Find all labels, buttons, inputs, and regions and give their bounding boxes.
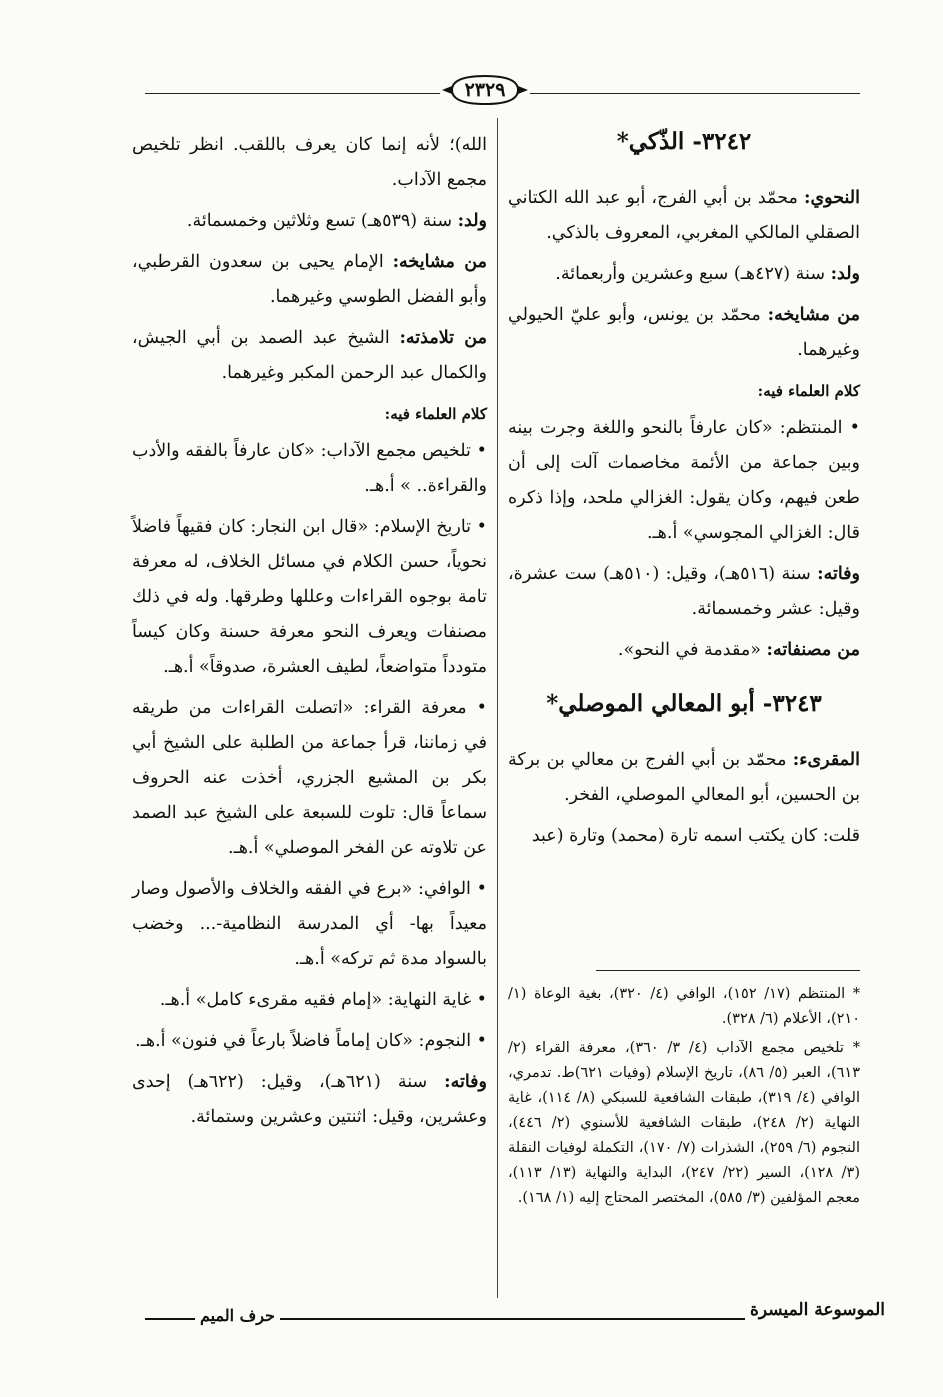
entry-paragraph: ولد: سنة (٤٢٧هـ) سبع وعشرين وأربعمائة. (555, 264, 860, 284)
page-number: ٢٣٢٩ (464, 79, 506, 101)
entry-paragraph: من مشايخه: الإمام يحيى بن سعدون القرطبي، وأبو الفضل الطوسي وغيرهما. (132, 252, 487, 307)
section-heading: كلام العلماء فيه: (757, 382, 860, 400)
entry-paragraph: المقرىء: محمّد بن أبي الفرج بن معالي بن بركة بن الحسين، أبو المعالي الموصلي، الفخر. (508, 750, 860, 805)
entry-paragraph: • تلخيص مجمع الآداب: «كان عارفاً بالفقه والأدب والقراءة.. » أ.هـ. (132, 441, 487, 496)
right-column (508, 118, 860, 860)
footnote: * المنتظم (١٧/ ١٥٢)، الوافي (٤/ ٣٢٠)، بغية الوعاة (١/ ٢١٠)، الأعلام (٦/ ٣٢٨). (508, 986, 861, 1027)
section-heading: كلام العلماء فيه: (384, 405, 487, 423)
column-divider (497, 118, 498, 1298)
footer-series-title: الموسوعة الميسرة (745, 1300, 890, 1320)
entry-paragraph: النحوي: محمّد بن أبي الفرج، أبو عبد الله الكتاني الصقلي المالكي المغربي، المعروف بالذكي. (508, 188, 860, 243)
entry-paragraph: • تاريخ الإسلام: «قال ابن النجار: كان فقيهاً فاضلاً نحوياً، حسن الكلام في مسائل الخلاف، له معرفة تامة بوجوه القراءات وعللها وطرقها. وله في ذلك مصنفات ويعرف النحو معرفة حسنة وكان كيساً متودداً متواضعاً، لطيف العشرة، صدوقاً» أ.هـ. (132, 517, 487, 677)
page-number-frame (440, 70, 530, 110)
entry-paragraph: الله)؛ لأنه إنما كان يعرف باللقب. انظر تلخيص مجمع الآداب. (132, 135, 487, 190)
entry-paragraph: قلت: كان يكتب اسمه تارة (محمد) وتارة (عبد (531, 826, 860, 846)
entry-paragraph: من مشايخه: محمّد بن يونس، وأبو عليّ الحيولي وغيرهما. (508, 305, 860, 360)
entry-paragraph: من تلامذته: الشيخ عبد الصمد بن أبي الجيش، والكمال عبد الرحمن المكبر وغيرهما. (132, 328, 487, 383)
entry-paragraph: من مصنفاته: «مقدمة في النحو». (617, 640, 860, 660)
header-rule-right (530, 93, 860, 94)
entry-title: ٣٢٤٣- أبو المعالي الموصلي* (546, 690, 822, 717)
entry-paragraph: • الوافي: «برع في الفقه والخلاف والأصول وصار معيداً بها- أي المدرسة النظامية-... وخضب بالسواد مدة ثم تركه» أ.هـ. (132, 879, 487, 969)
entry-paragraph: وفاته: سنة (٦٢١هـ)، وقيل: (٦٢٢هـ) إحدى وعشرين، وقيل: اثنتين وعشرين وستمائة. (132, 1072, 488, 1127)
left-column (132, 128, 487, 1141)
header-rule-left (145, 93, 440, 94)
entry-paragraph: وفاته: سنة (٥١٦هـ)، وقيل: (٥١٠هـ) ست عشرة، وقيل: عشر وخمسمائة. (508, 564, 861, 619)
footnote: * تلخيص مجمع الآداب (٤/ ٣/ ٣٦٠)، معرفة القراء (٢/ ٦١٣)، العبر (٥/ ٨٦)، تاريخ الإسلام (وفيات ٦٢١)ط. تدمري، الوافي (٤/ ٣١٩)، طبقات الشافعية للسبكي (٨/ ١١٤)، غاية النهاية (٢/ ٢٤٨)، طبقات الشافعية للأسنوي (٢/ ٤٤٦)، النجوم (٦/ ٢٥٩)، الشذرات (٧/ ١٧٠)، التكملة لوفيات النقلة (٣/ ١٢٨)، السير (٢٢/ ٢٤٧)، البداية والنهاية (١٣/ ١١٣)، معجم المؤلفين (٣/ ٥٨٥)، المختصر المحتاج إليه (١/ ١٦٨). (508, 1040, 861, 1206)
entry-paragraph: • غاية النهاية: «إمام فقيه مقرىء كامل» أ.هـ. (159, 990, 487, 1010)
entry-paragraph: • المنتظم: «كان عارفاً بالنحو واللغة وجرت بينه وبين جماعة من الأئمة مخاصمات آلت إلى أن طعن فيهم، وكان يقول: الغزالي ملحد، وإذا ذكره قال: الغزالي المجوسي» أ.هـ. (508, 418, 860, 543)
entry-title: ٣٢٤٢- الذّكي* (616, 128, 752, 155)
footnotes (508, 982, 860, 1215)
footer-section-title: حرف الميم (195, 1306, 280, 1325)
footnote-rule (596, 970, 860, 971)
entry-paragraph: • النجوم: «كان إماماً فاضلاً بارعاً في فنون» أ.هـ. (135, 1031, 487, 1051)
entry-paragraph: • معرفة القراء: «اتصلت القراءات من طريقه في زماننا، قرأ جماعة من الطلبة على الشيخ أبي بكر بن المشيع الجزري، أخذت عنه الحروف سماعاً قال: تلوت للسبعة على الشيخ عبد الصمد عن تلاوته عن الفخر الموصلي» أ.هـ. (132, 698, 487, 858)
entry-paragraph: ولد: سنة (٥٣٩هـ) تسع وثلاثين وخمسمائة. (186, 211, 487, 231)
